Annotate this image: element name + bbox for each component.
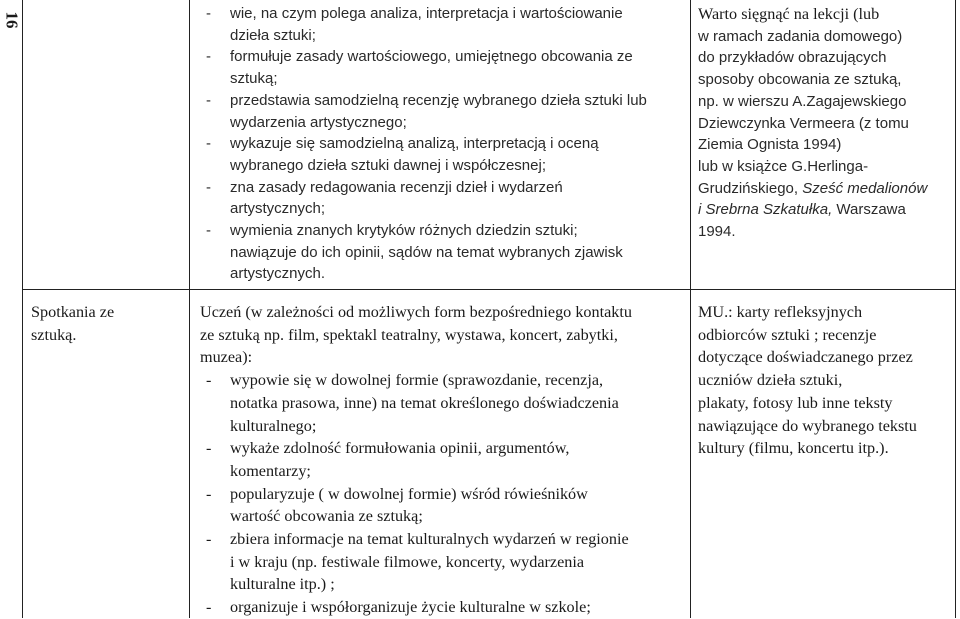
effect-line: i w kraju (np. festiwale filmowe, koncerty, wydarzenia (230, 552, 585, 571)
effect-item (200, 596, 688, 619)
topic-title: sztuką. (31, 325, 77, 344)
note-line: np. w wierszu A.Zagajewskiego (698, 92, 907, 110)
row2-notes-cell (698, 301, 953, 460)
note-line: kultury (filmu, koncertu itp.). (698, 439, 889, 458)
effect-item (200, 90, 685, 133)
effect-line: - popularyzuje ( w dowolnej formie) wśród rówieśników (230, 484, 588, 503)
row1-notes-cell (698, 3, 953, 243)
note-line: dotyczące doświadczanego przez (698, 348, 913, 367)
row2-effects-list (200, 369, 688, 619)
effect-line: kulturalne itp.) ; (230, 575, 335, 594)
effect-item (200, 369, 688, 437)
effect-line: - formułuje zasady wartościowego, umiejętnego obcowania ze (230, 48, 633, 66)
note-line: uczniów dzieła sztuki, (698, 371, 843, 390)
effect-line: - wykaże zdolność formułowania opinii, argumentów, (230, 439, 570, 458)
note-line: nawiązujące do wybranego tekstu (698, 416, 917, 435)
effect-line: notatka prasowa, inne) na temat określonego doświadczenia (230, 393, 619, 412)
effect-line: wybranego dzieła sztuki dawnej i współczesnej; (230, 156, 546, 174)
effect-line: - wypowie się w dowolnej formie (sprawozdanie, recenzja, (230, 371, 604, 390)
row2-effects-cell (200, 301, 688, 619)
effect-line: - zbiera informacje na temat kulturalnych wydarzeń w regionie (230, 530, 629, 549)
effect-line: - wie, na czym polega analiza, interpretacja i wartościowanie (230, 5, 623, 22)
note-line: plakaty, fotosy lub inne teksty (698, 393, 893, 412)
effect-item (200, 437, 688, 482)
note-line: 1994. (698, 223, 736, 241)
intro-line: ze sztuką np. film, spektakl teatralny, wystawa, koncert, zabytki, (200, 325, 618, 344)
note-line (698, 199, 953, 221)
effect-line: artystycznych. (230, 265, 326, 283)
note-text: Grudzińskiego, (698, 179, 803, 197)
intro-line: Uczeń (w zależności od możliwych form bezpośredniego kontaktu (200, 303, 632, 321)
effect-item (200, 3, 685, 46)
note-line: sposoby obcowania ze sztuką, (698, 71, 902, 89)
note-line: Ziemia Ognista 1994) (698, 136, 842, 154)
note-line: w ramach zadania domowego) (698, 27, 903, 45)
book-title-italic: i Srebrna Szkatułka, (698, 201, 833, 219)
note-line: odbiorców sztuki ; recenzje (698, 325, 877, 344)
book-title-italic: Sześć medalionów (802, 179, 928, 197)
effect-line: - wykazuje się samodzielną analizą, interpretacją i oceną (230, 135, 599, 153)
effect-line: artystycznych; (230, 200, 326, 218)
effect-item (200, 220, 685, 285)
effect-item (200, 46, 685, 89)
effect-line: - organizuje i współorganizuje życie kulturalne w szkole; (230, 598, 591, 617)
effect-line: dzieła sztuki; (230, 26, 316, 44)
effect-line: komentarzy; (230, 461, 311, 480)
effect-line: wydarzenia artystycznego; (230, 113, 407, 131)
table-row-divider (22, 289, 956, 290)
table-border-left (22, 0, 23, 618)
table-divider-col1 (189, 0, 190, 618)
intro-line: muzea): (200, 348, 253, 367)
table-border-right (955, 0, 956, 618)
note-line: Warto sięgnąć na lekcji (lub (698, 5, 880, 23)
note-line: Dziewczynka Vermeera (z tomu (698, 114, 909, 132)
effect-item (200, 177, 685, 220)
effect-line: nawiązuje do ich opinii, sądów na temat wybranych zjawisk (230, 243, 623, 261)
effect-line: sztuką; (230, 70, 278, 88)
table-divider-col2 (690, 0, 691, 618)
page-number: 16 (2, 11, 21, 29)
effect-item (200, 483, 688, 528)
effect-item (200, 528, 688, 596)
row2-topic-cell (31, 301, 186, 346)
topic-title: Spotkania ze (31, 303, 115, 321)
effect-item (200, 133, 685, 176)
note-line: do przykładów obrazujących (698, 49, 887, 67)
effect-line: - zna zasady redagowania recenzji dzieł i wydarzeń (230, 178, 563, 196)
note-line (698, 178, 953, 200)
note-text: Warszawa (832, 201, 906, 219)
row1-effects-cell (200, 3, 685, 285)
effect-line: - przedstawia samodzielną recenzję wybranego dzieła sztuki lub (230, 91, 647, 109)
note-line: lub w książce G.Herlinga- (698, 157, 869, 175)
note-line: MU.: karty refleksyjnych (698, 303, 863, 321)
row1-effects-list (200, 3, 685, 285)
effect-line: wartość obcowania ze sztuką; (230, 507, 423, 526)
effect-line: - wymienia znanych krytyków różnych dziedzin sztuki; (230, 222, 578, 240)
effect-line: kulturalnego; (230, 416, 317, 435)
